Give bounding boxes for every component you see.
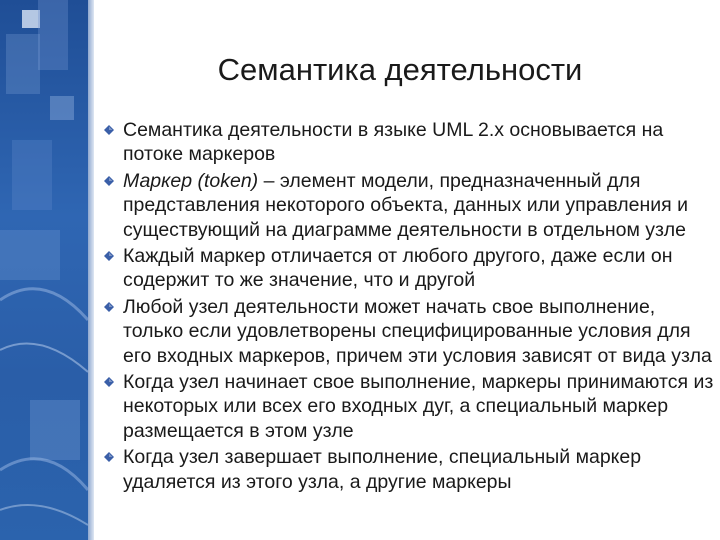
bullet-item (104, 169, 714, 242)
bullet-item (104, 445, 714, 494)
bullet-text: Когда узел завершает выполнение, специальный маркер удаляется из этого узла, а другие маркеры (123, 446, 642, 493)
diamond-bullet-icon (104, 377, 114, 387)
bullet-text: Семантика деятельности в языке UML 2.x основывается на потоке маркеров (123, 119, 664, 166)
bullet-text: Каждый маркер отличается от любого другого, даже если он содержит то же значение, что и другой (123, 245, 673, 292)
sidebar-divider (88, 0, 94, 540)
diamond-bullet-icon (104, 302, 114, 312)
bullet-text: – элемент модели, предназначенный для представления некоторого объекта, данных или управления и существующий на диаграмме деятельности в отдельном узле (123, 169, 688, 241)
diamond-bullet-icon (104, 452, 114, 462)
bullet-item (104, 370, 714, 443)
bullet-item (104, 295, 714, 368)
diamond-bullet-icon (104, 176, 114, 186)
bullet-item (104, 244, 714, 293)
bullet-item (104, 118, 714, 167)
bullet-text: Когда узел начинает свое выполнение, маркеры принимаются из некоторых или всех его входных дуг, а специальный маркер размещается в этом узле (123, 371, 714, 442)
bullet-text-emphasis: Маркер (token) (123, 169, 259, 192)
diamond-bullet-icon (104, 125, 114, 135)
diamond-bullet-icon (104, 251, 114, 261)
bullet-text: Любой узел деятельности может начать свое выполнение, только если удовлетворены специфицированные условия для его входных маркеров, причем эти условия зависят от вида узла (123, 295, 712, 367)
slide-title: Семантика деятельности (217, 52, 583, 87)
bullet-list (104, 118, 714, 496)
sidebar-pattern (0, 0, 88, 540)
decorative-sidebar (0, 0, 88, 540)
